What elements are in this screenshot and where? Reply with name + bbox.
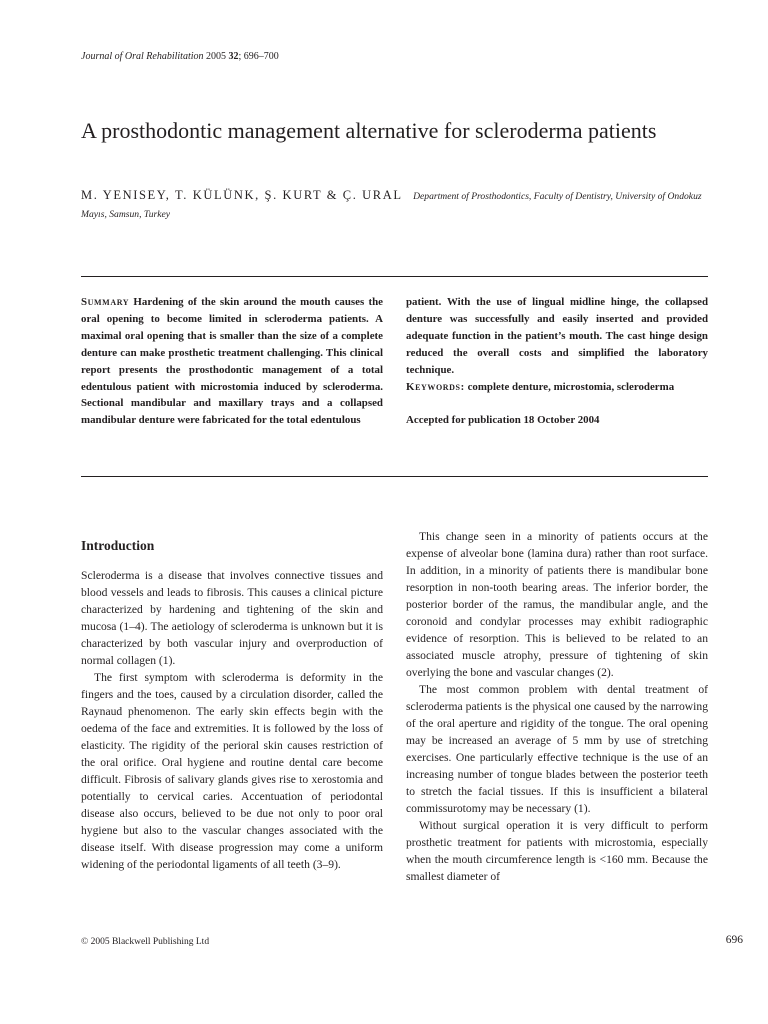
- body-paragraph: The most common problem with dental treatment of scleroderma patients is the physical one caused by the narrowing of the oral aperture and rigidity of the tongue. The oral opening may be increased an average of 5 mm by use of stretching exercises. One particularly effective technique is the use of an increasing number of tongue blades between the posterior teeth to stretch the facial tissues. If this is insufficient a bilateral commissurotomy may be necessary (1).: [406, 683, 708, 815]
- journal-name: Journal of Oral Rehabilitation: [81, 51, 204, 62]
- summary-text-left: Hardening of the skin around the mouth causes the oral opening to become limited in scleroderma patients. A maximal oral opening that is smaller than the size of a complete denture can make prosthetic treatment challenging. This clinical report presents the prosthodontic management of a total edentulous patient with microstomia induced by scleroderma. Sectional mandibular and maxillary trays and a collapsed mandibular denture were fabricated for the total edentulous: [81, 296, 383, 427]
- article-title: A prosthodontic management alternative for scleroderma patients: [81, 118, 657, 143]
- author-affiliation: Department of Prosthodontics, Faculty of Dentistry, University of Ondokuz Mayıs, Samsun, Turkey: [81, 191, 702, 220]
- body-paragraph: Without surgical operation it is very difficult to perform prosthetic treatment for patients with microstomia, especially when the mouth circumference length is <160 mm. Because the smallest diameter of: [406, 819, 708, 883]
- accepted-date: Accepted for publication 18 October 2004: [406, 414, 600, 427]
- body-paragraph: This change seen in a minority of patients occurs at the expense of alveolar bone (lamina dura) rather than root surface. In addition, in a minority of patients there is mandibular bone resorption in non-tooth bearing areas. The inferior border, the posterior border of the ramus, the mandibular angle, and the coronoid and condylar processes may exhibit radiographic evidence of resorption. This is believed to be related to an associated muscle atrophy, pressure of tightening of skin overlying the bone and vascular changes (2).: [406, 530, 708, 679]
- keywords-text: complete denture, microstomia, scleroderma: [467, 380, 675, 393]
- abstract-left-column: [81, 294, 383, 429]
- body-right-column: [406, 528, 708, 885]
- article-authors: M. YENISEY, T. KÜLÜNK, Ş. KURT & Ç. URAL: [81, 188, 403, 202]
- body-left-column: [81, 528, 383, 873]
- journal-year: 2005: [206, 51, 226, 62]
- abstract-right-column: [406, 294, 708, 429]
- keywords-label: Keywords:: [406, 380, 465, 393]
- journal-volume: 32: [228, 51, 239, 62]
- author-block: [81, 186, 708, 224]
- journal-citation: [81, 51, 279, 62]
- body-paragraph: Scleroderma is a disease that involves connective tissues and blood vessels and leads to fibrosis. This causes a clinical picture characterized by hardening and tightening of the skin and mucosa (1–4). The aetiology of scleroderma is unknown but it is characterized by both vascular injury and overproduction of normal collagen (1).: [81, 569, 383, 667]
- body-paragraph: The first symptom with scleroderma is deformity in the fingers and the toes, caused by a circulation disorder, called the Raynaud phenomenon. The early skin effects begin with the oedema of the face and extremities. It is followed by the loss of elasticity. The rigidity of the perioral skin causes restriction of the oral orifice. Oral hygiene and routine dental care become difficult. Fibrosis of salivary glands gives rise to xerostomia and potentially to cervical caries. Accentuation of periodontal disease also occurs, believed to be due not only to poor oral hygiene but also to the vascular changes associated with the disease itself. With disease progression may come a uniform widening of the periodontal ligaments of all teeth (3–9).: [81, 671, 383, 871]
- bottom-divider: [81, 476, 708, 477]
- page-number: 696: [725, 934, 743, 946]
- top-divider: [81, 276, 708, 277]
- summary-text-right: patient. With the use of lingual midline hinge, the collapsed denture was successfully and easily inserted and provided adequate function in the patient’s mouth. The cast hinge design reduced the overall costs and simplified the laboratory technique.: [406, 296, 708, 376]
- journal-pages: ; 696–700: [238, 51, 279, 62]
- summary-label: Summary: [81, 296, 130, 308]
- keywords-paragraph: [406, 379, 708, 396]
- summary-paragraph: [81, 294, 383, 429]
- section-heading-introduction: Introduction: [81, 538, 155, 553]
- copyright-notice: © 2005 Blackwell Publishing Ltd: [81, 937, 210, 947]
